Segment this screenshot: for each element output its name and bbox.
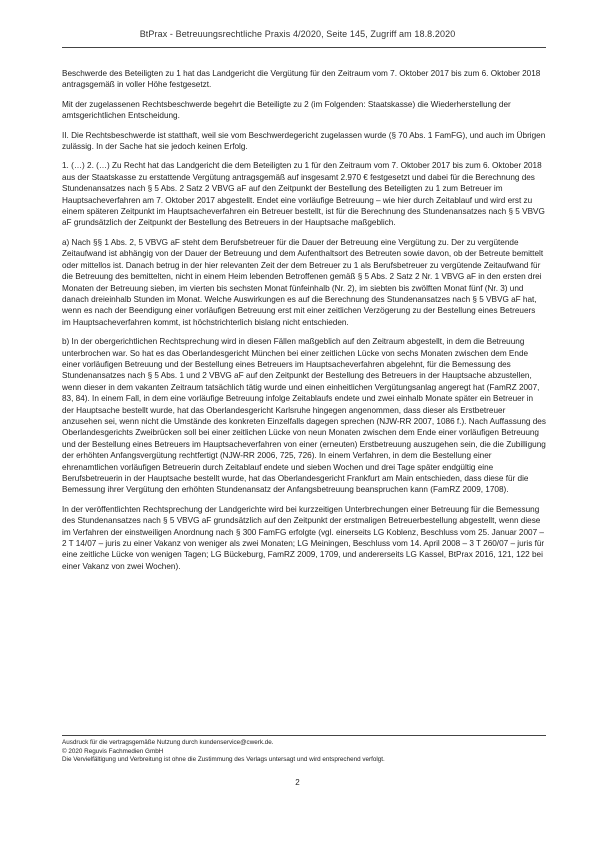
paragraph: a) Nach §§ 1 Abs. 2, 5 VBVG aF steht dem Berufsbetreuer für die Dauer der Betreuung eine Vergütung zu. Der zu vergütende Zeitaufwand ist abhängig von der Dauer der Betreuung und dem Aufenthaltsort des Betreuten sowie davon, ob der Betreute bemittelt oder mittellos ist. Danach betrug in der hier relevanten Zeit der dem Betreuer zu 1 als Berufsbetreuer zu vergütende Zeitaufwand für die Betreuung des bemittelten, nicht in einem Heim lebenden Betroffenen gemäß § 5 Abs. 2 Satz 2 Nr. 1 VBVG aF in den ersten drei Monaten der Betreuung sieben, im vierten bis sechsten Monat fünfeinhalb (Nr. 2), im siebten bis zwölften Monat fünf (Nr. 3) und danach dreieinhalb Stunden im Monat. Welche Auswirkungen es auf die Berechnung des Stundenansatzes nach § 5 VBVG aF hat, wenn es nach der Beendigung einer vorläufigen Betreuung erst mit einer zeitlichen Verzögerung zu der Bestellung eines Betreuers im Hauptsacheverfahren kommt, ist höchstrichterlich bislang nicht entschieden. [62,237,544,327]
paragraph: Beschwerde des Beteiligten zu 1 hat das Landgericht die Vergütung für den Zeitraum vom 7. Oktober 2017 bis zum 6. Oktober 2018 antragsgemäß in voller Höhe festgesetzt. [62,69,541,90]
footer-line: Ausdruck für die vertragsgemäße Nutzung durch kundenservice@cwerk.de. [62,739,274,746]
paragraph: b) In der obergerichtlichen Rechtsprechung wird in diesen Fällen maßgeblich auf den Zeitraum abgestellt, in dem die Betreuung unterbrochen war. So hat es das Oberlandesgericht München bei einer zeitlichen Lücke von sechs Monaten zwischen dem Ende einer vorläufigen Betreuung und der Bestellung eines Betreuers im Hauptsacheverfahren abgelehnt, für die Bemessung des Stundenansatzes nach § 5 Abs. 1 und 2 VBVG aF auf den Zeitpunkt der Bestellung des Betreuers in der Hauptsache abzustellen, wenn dieser in dem vakanten Zeitraum tatsächlich tätig wurde und einen einheitlichen Vergütungsanlag angeregt hat (FamRZ 2007, 83, 84). In einem Fall, in dem eine vorläufige Betreuung infolge Zeitablaufs endete und zwei einhalb Monate später ein Betreuer in der Hauptsache bestellt wurde, hat das Oberlandesgericht Karlsruhe hingegen angenommen, dass dieser als Erstbetreuer anzusehen sei, wenn nicht die Umstände des konkreten Einzelfalls dagegen sprechen (NJW-RR 2007, 1086 f.). Nach Auffassung des Oberlandesgerichts Zweibrücken soll bei einer zeitlichen Lücke von neun Monaten zwischen dem Ende einer vorläufigen Betreuung und der Bestellung eines Betreuers im Hauptsacheverfahren von einer (erneuten) Erstbetreuung auszugehen sein, die die Zubilligung der erhöhten Anfangsvergütung rechtfertigt (NJW-RR 2006, 725, 726). In einem Verfahren, in dem die Bestellung einer ehrenamtlichen vorläufigen Betreuerin durch Zeitablauf endete und sieben Wochen und drei Tage später endgültig eine Berufsbetreuerin in der Hauptsache bestellt wurde, hat das Oberlandesgericht Frankfurt am Main entschieden, dass diese für die Bemessung ihrer Vergütung den erhöhten Stundenansatz der Anfangsbetreuung beanspruchen kann (FamRZ 2009, 1708). [62,337,546,495]
paragraph: 1. (…) 2. (…) Zu Recht hat das Landgericht die dem Beteiligten zu 1 für den Zeitraum vom 7. Oktober 2017 bis zum 6. Oktober 2018 aus der Staatskasse zu erstattende Vergütung antragsgemäß auf insgesamt 2.970 € festgesetzt und dabei für die Berechnung des Stundenansatzes nach § 5 Abs. 2 Satz 2 VBVG aF auf den Zeitpunkt der Bestellung des Beteiligten zu 1 zum Betreuer im Hauptsacheverfahren am 7. Oktober 2017 abgestellt. Endet eine vorläufige Betreuung – wie hier durch Zeitablauf und wird erst zu einem späteren Zeitpunkt im Hauptsacheverfahren ein Betreuer bestellt, ist für die Berechnung des Stundenansatzes nach § 5 VBVG aF grundsätzlich der Zeitpunkt der Bestellung des Betreuers in der Hauptsache maßgeblich. [62,161,545,228]
header-divider [62,47,546,48]
paragraph: Mit der zugelassenen Rechtsbeschwerde begehrt die Beteiligte zu 2 (im Folgenden: Staatskasse) die Wiederherstellung der amtsgerichtlichen Entscheidung. [62,99,511,121]
page-number: 2 [295,778,300,787]
paragraph: In der veröffentlichten Rechtsprechung der Landgerichte wird bei kurzzeitigen Unterbrechungen einer Betreuung für die Bemessung des Stundenansatzes nach § 5 VBVG aF grundsätzlich auf den Zeitpunkt der erstmaligen Betreuerbestellung abgestellt, wenn diese im Verfahren der einstweiligen Anordnung nach § 300 FamFG erfolgte (vgl. einerseits LG Koblenz, Beschluss vom 25. Januar 2007 – 2 T 14/07 – juris zu einer Vakanz von weniger als zwei Monaten; LG Meiningen, Beschluss vom 14. April 2008 – 3 T 260/07 – juris für eine zeitliche Lücke von wenigen Tagen; LG Bückeburg, FamRZ 2009, 1709, und andererseits LG Kassel, BtPrax 2016, 121, 122 bei einer Vakanz von zwei Wochen). [62,504,545,571]
page-header: BtPrax - Betreuungsrechtliche Praxis 4/2020, Seite 145, Zugriff am 18.8.2020 [139,29,456,39]
document-body [62,68,546,580]
footer-line: Die Vervielfältigung und Verbreitung ist ohne die Zustimmung des Verlags untersagt und wird entsprechend verfolgt. [62,756,385,764]
footer-line: © 2020 Reguvis Fachmedien GmbH [62,747,164,755]
footer-divider [62,735,546,736]
page-footer [62,739,546,765]
paragraph: II. Die Rechtsbeschwerde ist statthaft, weil sie vom Beschwerdegericht zugelassen wurde (§ 70 Abs. 1 FamFG), und auch im Übrigen zulässig. In der Sache hat sie jedoch keinen Erfolg. [62,130,546,152]
